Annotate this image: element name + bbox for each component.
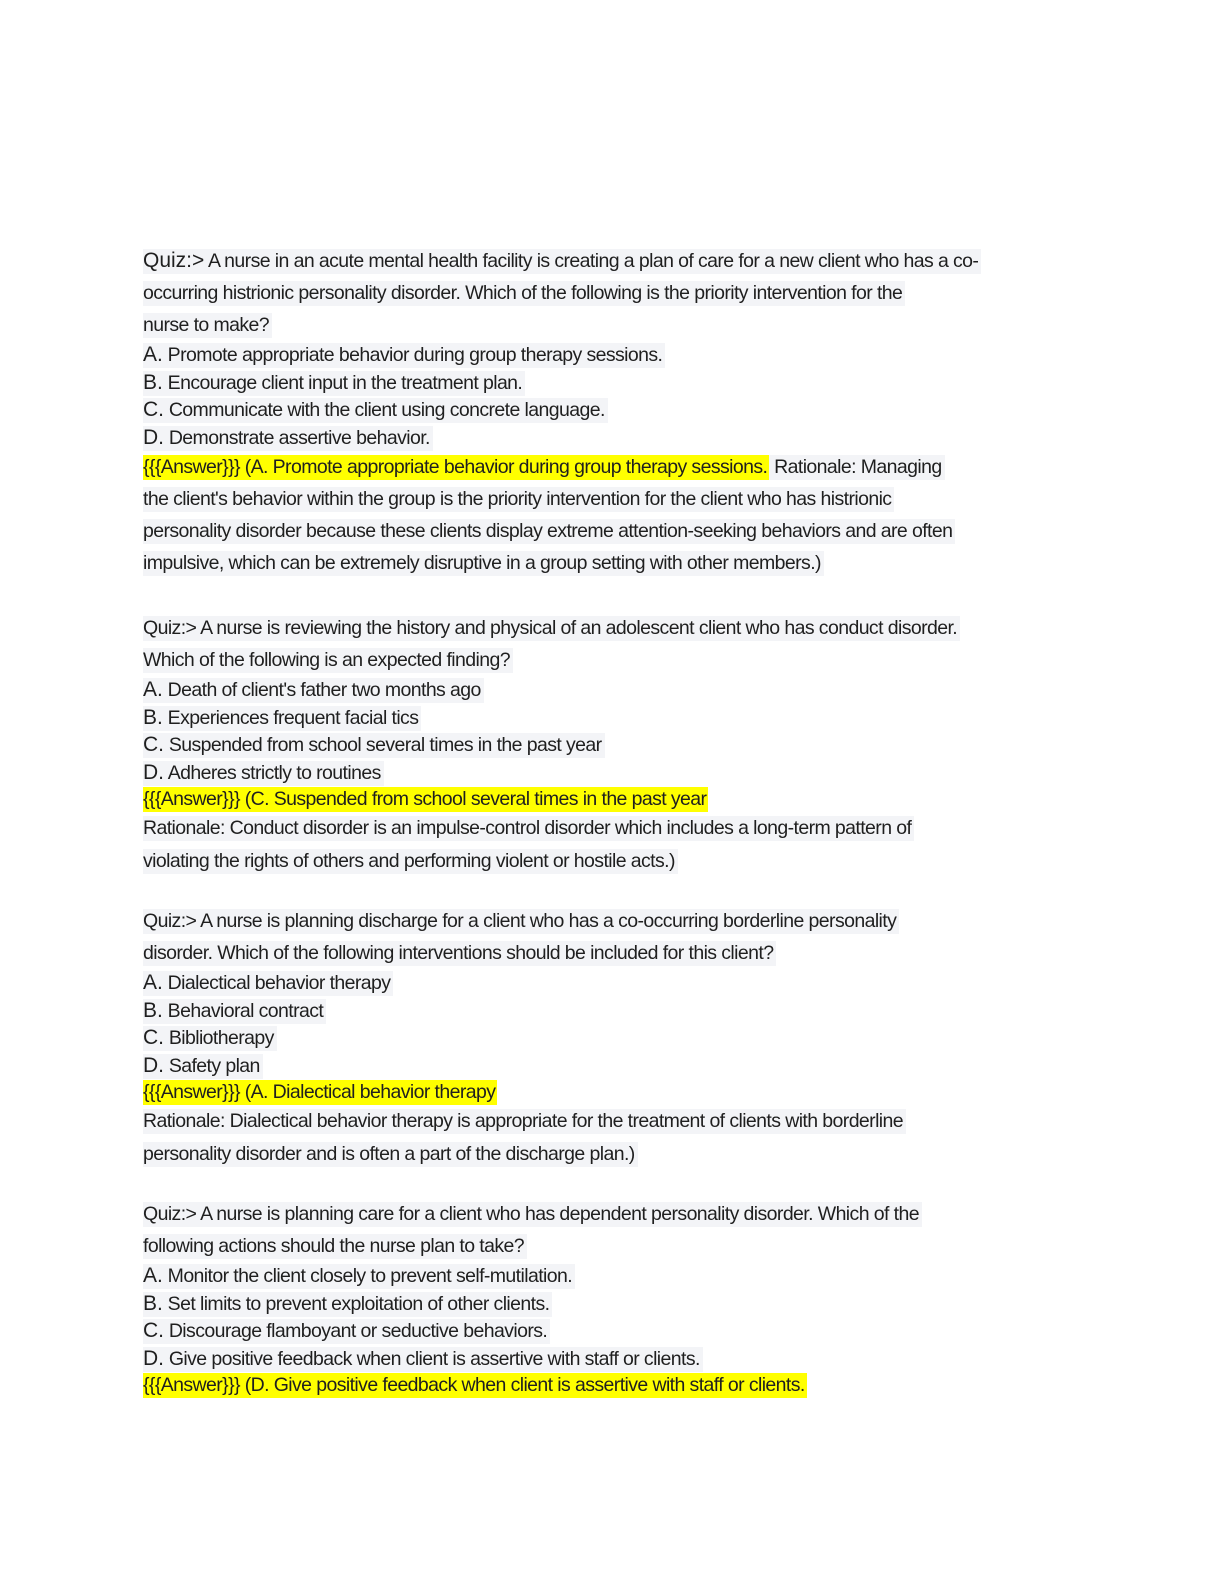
rationale-start: Rationale: Managing xyxy=(774,456,942,478)
option-a: A. Promote appropriate behavior during group therapy sessions. xyxy=(143,341,1083,369)
quiz-question-4 xyxy=(143,1198,1083,1398)
question-stem-line: following actions should the nurse plan to take? xyxy=(143,1230,1083,1262)
answer-highlight: {{{Answer}}} (C. Suspended from school several times in the past year xyxy=(143,788,707,810)
quiz-question-2 xyxy=(143,612,1083,878)
question-stem-line: occurring histrionic personality disorder. Which of the following is the priority intervention for the xyxy=(143,277,1083,309)
question-stem-line: Quiz:> A nurse is reviewing the history and physical of an adolescent client who has conduct disorder. xyxy=(143,612,1083,644)
option-c: C. Discourage flamboyant or seductive behaviors. xyxy=(143,1317,1083,1345)
question-stem-line: Quiz:> A nurse is planning discharge for a client who has a co-occurring borderline personality xyxy=(143,905,1083,937)
rationale-line: personality disorder and is often a part of the discharge plan.) xyxy=(143,1138,1083,1171)
quiz-question-3 xyxy=(143,905,1083,1171)
option-c: C. Bibliotherapy xyxy=(143,1024,1083,1052)
answer-line xyxy=(143,786,1083,812)
option-b: B. Encourage client input in the treatment plan. xyxy=(143,369,1083,397)
rationale-line: personality disorder because these clients display extreme attention-seeking behaviors and are often xyxy=(143,515,1083,547)
question-stem-line: Which of the following is an expected finding? xyxy=(143,644,1083,676)
option-c: C. Communicate with the client using concrete language. xyxy=(143,396,1083,424)
rationale-line: Rationale: Conduct disorder is an impulse-control disorder which includes a long-term pattern of xyxy=(143,812,1083,845)
rationale-line: the client's behavior within the group is the priority intervention for the client who has histrionic xyxy=(143,483,1083,515)
answer-line xyxy=(143,451,1083,483)
quiz-prefix: Quiz:> xyxy=(143,910,197,932)
rationale-line: impulsive, which can be extremely disruptive in a group setting with other members.) xyxy=(143,547,1083,579)
question-stem-line: nurse to make? xyxy=(143,309,1083,341)
option-d: D. Adheres strictly to routines xyxy=(143,759,1083,787)
quiz-prefix: Quiz:> xyxy=(143,617,197,639)
quiz-prefix: Quiz:> xyxy=(143,1203,197,1225)
answer-line xyxy=(143,1372,1083,1398)
quiz-question-1 xyxy=(143,245,1083,579)
question-stem-line: Quiz:> A nurse in an acute mental health facility is creating a plan of care for a new client who has a co- xyxy=(143,245,1083,277)
rationale-line: violating the rights of others and performing violent or hostile acts.) xyxy=(143,845,1083,878)
question-stem-line: Quiz:> A nurse is planning care for a client who has dependent personality disorder. Which of the xyxy=(143,1198,1083,1230)
question-stem-line: disorder. Which of the following interventions should be included for this client? xyxy=(143,937,1083,969)
answer-highlight: {{{Answer}}} (D. Give positive feedback when client is assertive with staff or clients. xyxy=(143,1374,805,1396)
option-d: D. Demonstrate assertive behavior. xyxy=(143,424,1083,452)
rationale-line: Rationale: Dialectical behavior therapy is appropriate for the treatment of clients with borderline xyxy=(143,1105,1083,1138)
option-d: D. Give positive feedback when client is assertive with staff or clients. xyxy=(143,1345,1083,1373)
answer-highlight: {{{Answer}}} (A. Promote appropriate behavior during group therapy sessions. xyxy=(143,456,768,478)
option-a: A. Dialectical behavior therapy xyxy=(143,969,1083,997)
option-b: B. Set limits to prevent exploitation of other clients. xyxy=(143,1290,1083,1318)
quiz-prefix: Quiz:> xyxy=(143,249,205,272)
option-a: A. Death of client's father two months ago xyxy=(143,676,1083,704)
option-c: C. Suspended from school several times in the past year xyxy=(143,731,1083,759)
option-b: B. Experiences frequent facial tics xyxy=(143,704,1083,732)
option-a: A. Monitor the client closely to prevent self-mutilation. xyxy=(143,1262,1083,1290)
option-b: B. Behavioral contract xyxy=(143,997,1083,1025)
answer-highlight: {{{Answer}}} (A. Dialectical behavior therapy xyxy=(143,1081,496,1103)
answer-line xyxy=(143,1079,1083,1105)
option-d: D. Safety plan xyxy=(143,1052,1083,1080)
